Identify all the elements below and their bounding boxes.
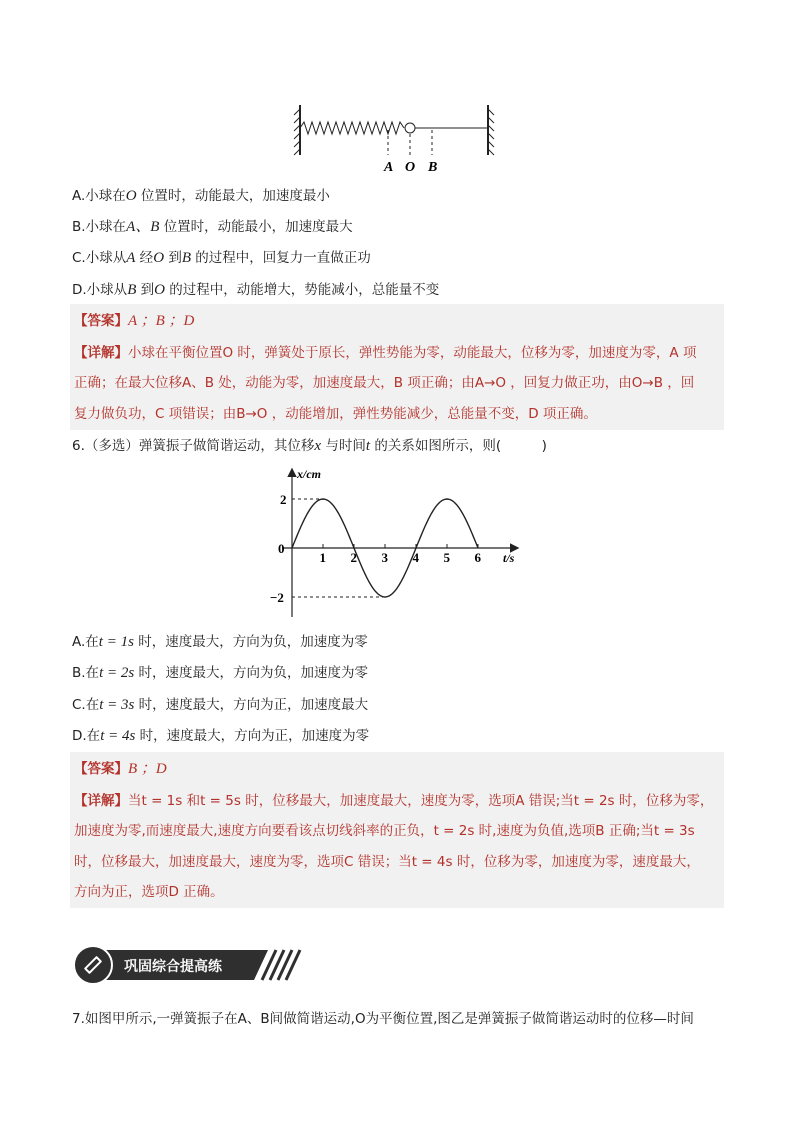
x-tick-label: 1 [319, 550, 326, 565]
x-tick-label: 5 [443, 550, 450, 565]
x-tick-label: 4 [412, 550, 419, 565]
x-tick-label: 3 [381, 550, 388, 565]
spring-oscillator-figure [290, 100, 510, 180]
option-text: C.在 [72, 697, 100, 713]
section-title: 巩固综合提高练 [124, 959, 222, 975]
answer-value: A ；B ；D [128, 313, 195, 329]
q6-option-b [72, 663, 368, 683]
stem-text: 的关系如图所示，则( ) [370, 438, 547, 454]
y-axis-label: x/cm [297, 467, 321, 481]
q7-stem: 7.如图甲所示,一弹簧振子在A、B间做简谐运动,O为平衡位置,图乙是弹簧振子做简谐运动时的位移—时间 [72, 1011, 694, 1027]
label-B: B [428, 160, 438, 175]
option-text: B.小球在 [72, 219, 127, 235]
option-var: O [153, 250, 165, 266]
option-text: D.小球从 [72, 282, 128, 298]
stem-var: t [365, 438, 371, 454]
q5-detail-row: 正确；在最大位移A、B 处，动能为零，加速度最大，B 项正确；由A→O ，回复力做正功，由O→B ，回 [74, 375, 695, 391]
q5-detail-row [74, 343, 696, 363]
q5-option-b [72, 217, 353, 237]
x-tick-label: 6 [474, 550, 481, 565]
origin-label: 0 [278, 541, 285, 556]
option-text: 时，速度最大，方向为正，加速度为零 [135, 728, 370, 744]
stem-var: x [314, 438, 322, 454]
option-var: A [126, 250, 136, 266]
option-math: t = 1s [98, 634, 134, 650]
option-var: O [125, 188, 137, 204]
option-text: 到 [164, 250, 182, 266]
q5-answer-row [74, 311, 194, 331]
option-text: 时，速度最大，方向为正，加速度最大 [134, 697, 369, 713]
option-var: O [154, 282, 165, 298]
option-text: 到 [136, 282, 155, 298]
q5-option-c [72, 248, 371, 268]
q6-option-d [72, 726, 369, 746]
option-text: C.小球从 [72, 250, 127, 266]
q6-option-c [72, 695, 368, 715]
option-text: 位置时，动能最大，加速度最小 [136, 188, 330, 204]
detail-text: 当t = 1s 和t = 5s 时，位移最大，加速度最大，速度为零，选项A 错误;当t = 2s 时，位移为零， [128, 793, 714, 809]
option-text: 位置时，动能最小，加速度最大 [159, 219, 353, 235]
label-O: O [405, 160, 416, 175]
q6-detail-row [74, 791, 713, 811]
option-text: 的过程中，动能增大，势能减小，总能量不变 [165, 282, 440, 298]
option-var: B [181, 250, 191, 266]
option-var: A、B [126, 219, 160, 235]
detail-text: 小球在平衡位置O 时，弹簧处于原长，弹性势能为零，动能最大，位移为零，加速度为零，A 项 [128, 345, 697, 361]
q5-detail-row: 复力做负功，C 项错误；由B→O ，动能增加，弹性势能减少，总能量不变，D 项正确。 [74, 406, 597, 422]
q6-answer-row [74, 759, 167, 779]
q6-detail-row: 加速度为零,而速度最大,速度方向要看该点切线斜率的正负，t = 2s 时,速度为负值,选项B 正确;当t = 3s [74, 823, 695, 839]
option-text: D.在 [72, 728, 101, 744]
q6-answer-box [70, 752, 724, 908]
q6-detail-row: 方向为正，选项D 正确。 [74, 884, 224, 900]
option-text: 的过程中，回复力一直做正功 [191, 250, 371, 266]
answer-value: B ；D [128, 761, 167, 777]
stem-text: 与时间 [321, 438, 366, 454]
option-var: B [127, 282, 137, 298]
detail-label: 【详解】 [74, 793, 128, 809]
section-banner [72, 944, 302, 986]
option-text: 时，速度最大，方向为负，加速度为零 [133, 634, 368, 650]
answer-label: 【答案】 [74, 313, 128, 329]
y-tick-label: −2 [270, 590, 284, 605]
stem-text: 6.（多选）弹簧振子做简谐运动，其位移 [72, 438, 315, 454]
q6-stem [72, 436, 547, 456]
q6-detail-row: 时，位移最大，加速度最大，速度为零，选项C 错误；当t = 4s 时，位移为零，加速度为零，速度最大， [74, 854, 700, 870]
option-text: 经 [135, 250, 154, 266]
q5-option-d [72, 280, 439, 300]
option-text: A.小球在 [72, 188, 126, 204]
label-A: A [384, 160, 394, 175]
x-axis-label: t/s [503, 551, 515, 565]
option-text: A.在 [72, 634, 99, 650]
x-tick-label: 2 [350, 550, 357, 565]
displacement-time-chart [262, 462, 532, 622]
q6-option-a [72, 632, 368, 652]
q5-option-a [72, 186, 330, 206]
option-math: t = 2s [99, 665, 135, 681]
option-math: t = 3s [99, 697, 135, 713]
q5-answer-box [70, 304, 724, 430]
option-text: 时，速度最大，方向为负，加速度为零 [134, 665, 368, 681]
option-text: B.在 [72, 665, 100, 681]
answer-label: 【答案】 [74, 761, 128, 777]
y-tick-label: 2 [280, 492, 287, 507]
option-math: t = 4s [100, 728, 136, 744]
ball [405, 123, 415, 133]
detail-label: 【详解】 [74, 345, 128, 361]
